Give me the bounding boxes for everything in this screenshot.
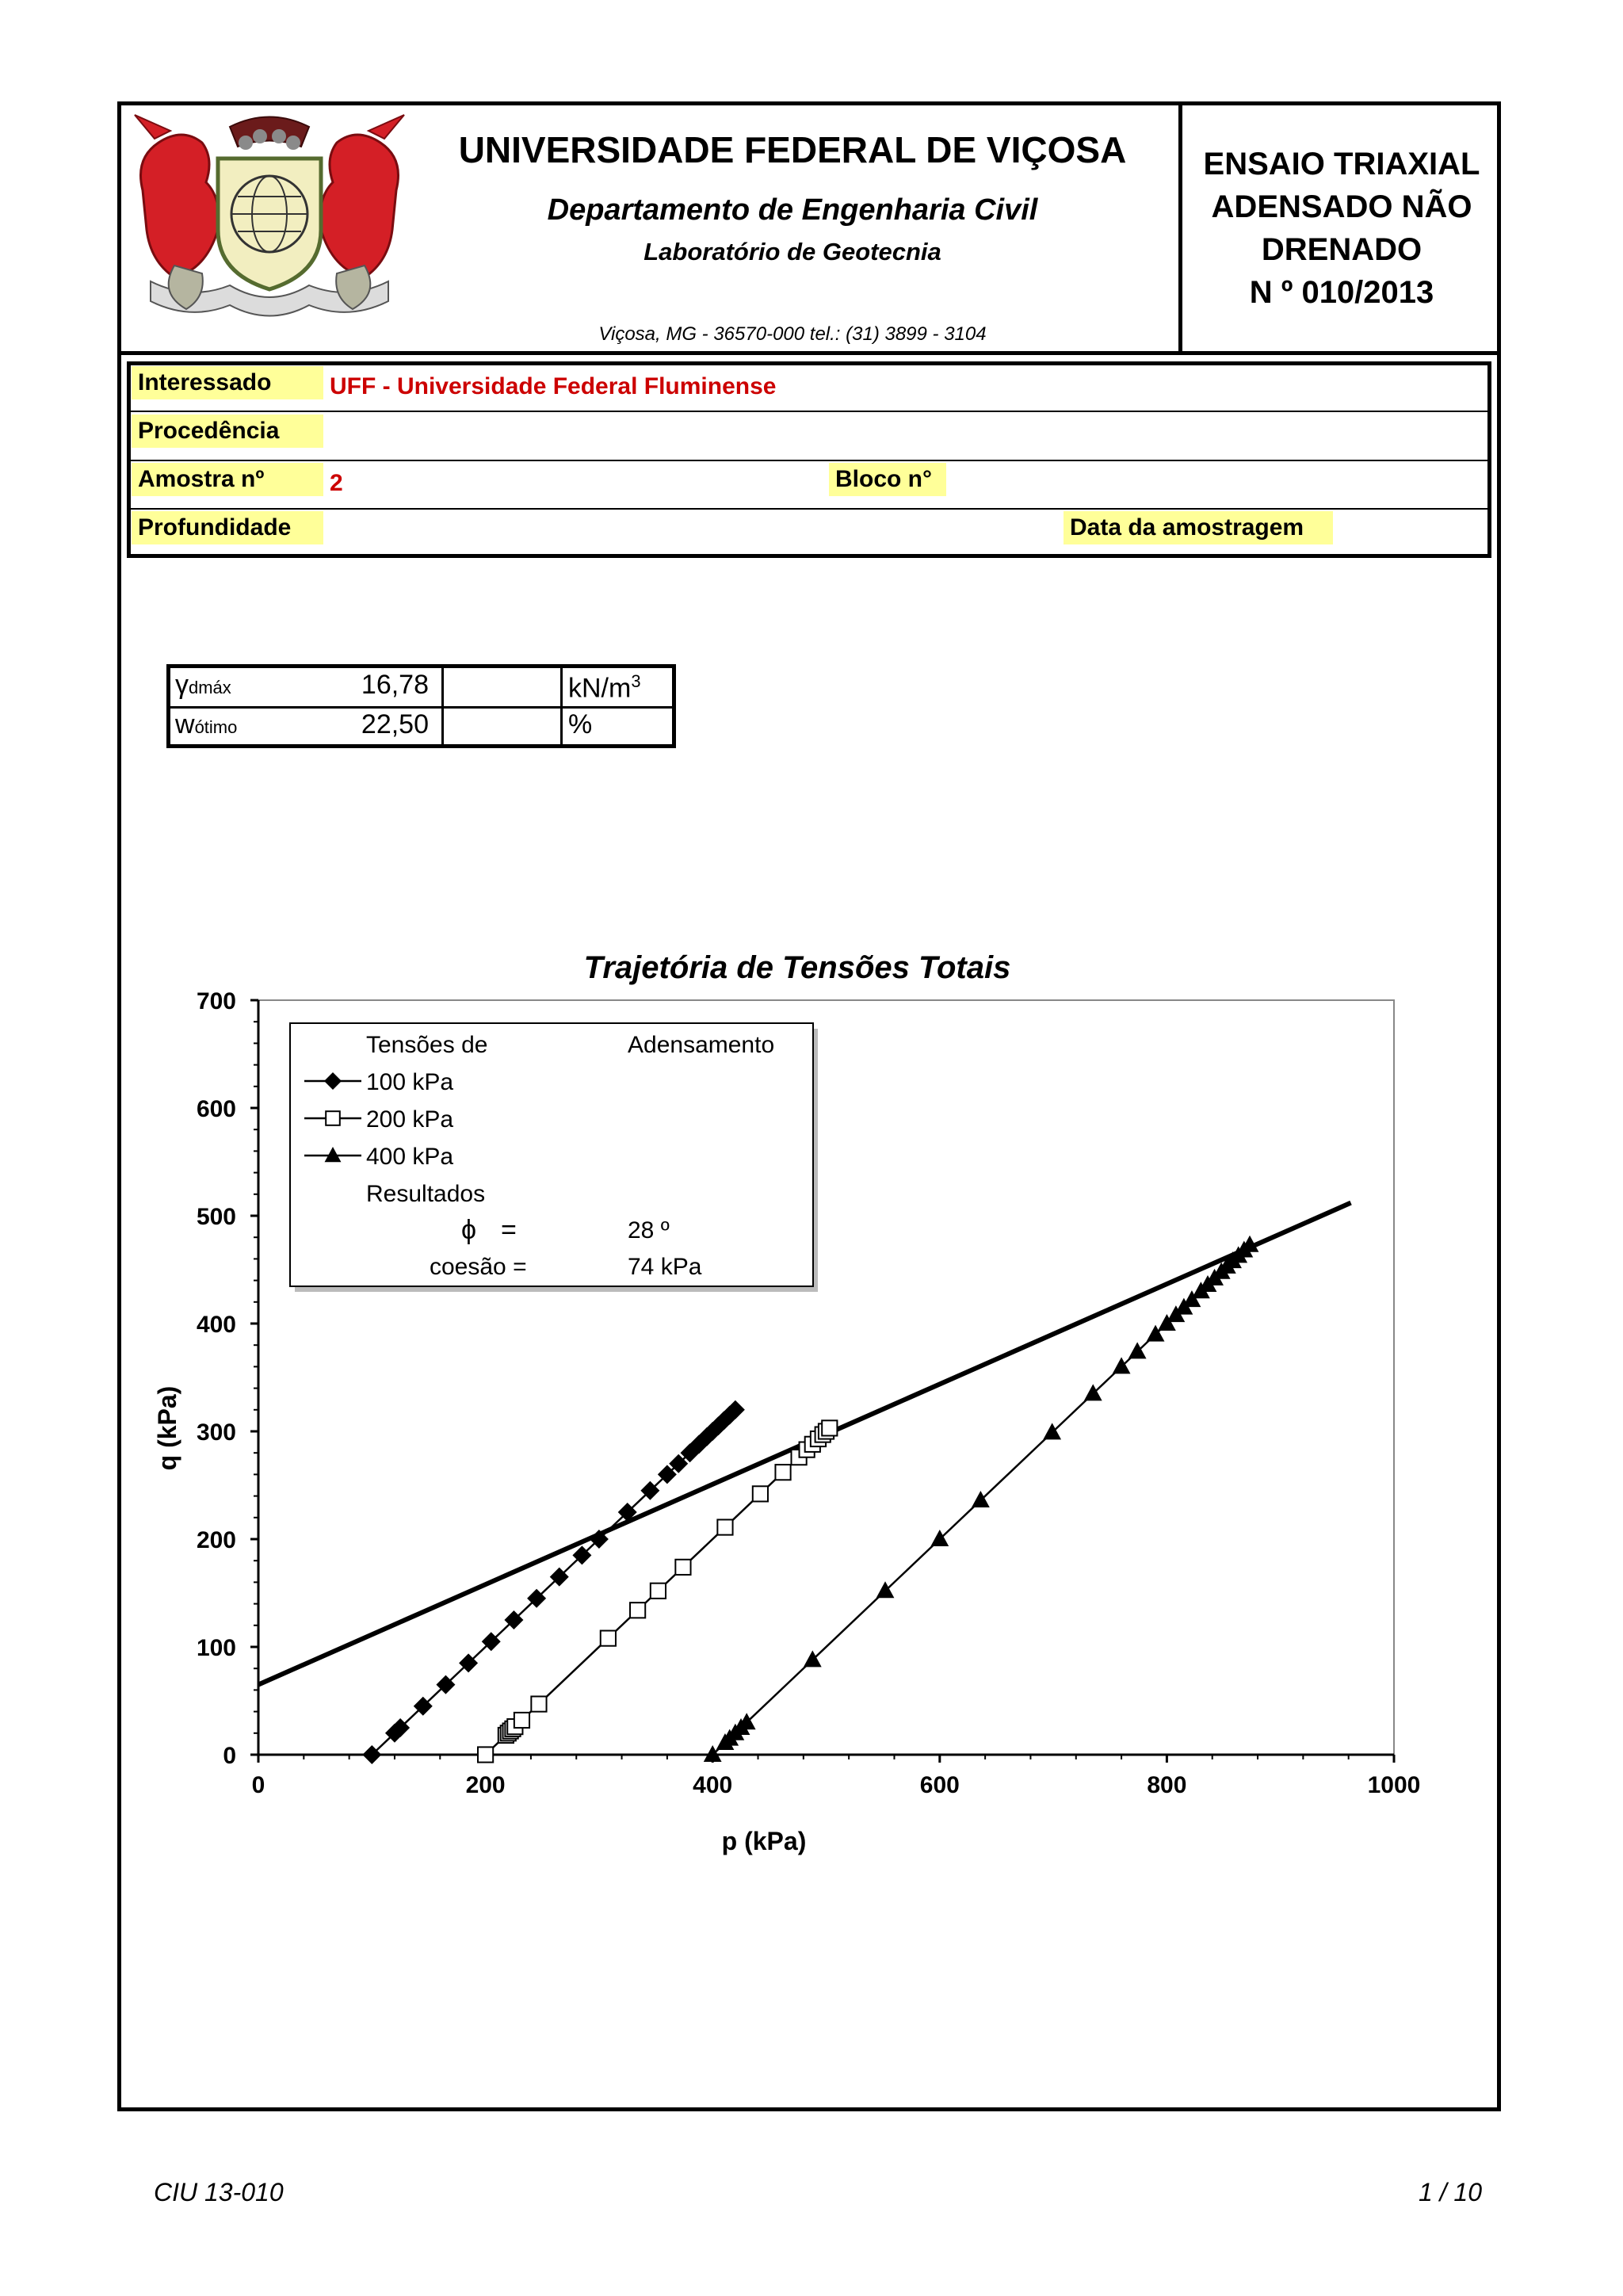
phi-value: 28 º <box>628 1217 670 1244</box>
x-tick-label: 600 <box>919 1772 960 1798</box>
phi-symbol: ϕ <box>461 1215 477 1245</box>
y-tick-label: 200 <box>196 1527 236 1553</box>
department-name: Departamento de Engenharia Civil <box>547 193 1038 227</box>
series-400-kpa <box>704 1236 1259 1762</box>
series-100-kpa <box>362 1400 745 1764</box>
footer-page: 1 / 10 <box>1418 2178 1482 2206</box>
bloco-label: Bloco n° <box>829 463 946 496</box>
data-point <box>478 1747 493 1762</box>
x-tick-label: 800 <box>1147 1772 1187 1798</box>
data-point <box>675 1560 690 1575</box>
data-point <box>531 1696 546 1711</box>
gamma-subscript: dmáx <box>189 678 231 697</box>
lab-name: Laboratório de Geotecnia <box>643 238 941 266</box>
x-tick-label: 400 <box>693 1772 733 1798</box>
gamma-unit-sup: 3 <box>631 671 641 691</box>
phi-equals: = <box>501 1215 517 1245</box>
interessado-label: Interessado <box>132 366 323 399</box>
x-tick-label: 0 <box>251 1772 265 1798</box>
test-title-line-2: ADENSADO NÃO <box>1211 189 1472 224</box>
data-point <box>822 1420 837 1435</box>
test-title-line-3: DRENADO <box>1261 232 1423 267</box>
profundidade-label: Profundidade <box>132 511 323 544</box>
procedencia-label: Procedência <box>132 415 323 448</box>
w-subscript: ótimo <box>194 717 238 737</box>
gamma-unit: kN/m <box>568 673 632 704</box>
legend-heading-left: Tensões de <box>366 1032 488 1058</box>
coesao-value: 74 kPa <box>628 1254 702 1280</box>
test-title-line-1: ENSAIO TRIAXIAL <box>1203 147 1480 181</box>
data-point <box>514 1713 529 1728</box>
y-tick-label: 700 <box>196 988 236 1014</box>
data-point <box>717 1519 732 1534</box>
w-otimo-unit: % <box>568 709 593 739</box>
data-point <box>601 1631 616 1646</box>
amostra-label: Amostra nº <box>132 463 323 496</box>
gamma-symbol: γ <box>175 670 189 700</box>
data-point <box>630 1603 645 1618</box>
footer-code: CIU 13-010 <box>154 2178 284 2206</box>
legend-entry-label: 200 kPa <box>366 1106 454 1133</box>
legend-heading-right: Adensamento <box>628 1032 775 1058</box>
legend-entry-label: 400 kPa <box>366 1144 454 1170</box>
legend-results-label: Resultados <box>366 1181 486 1207</box>
legend-entry-label: 100 kPa <box>366 1069 454 1095</box>
y-tick-label: 600 <box>196 1096 236 1122</box>
y-axis-label: q (kPa) <box>153 1385 181 1471</box>
test-number: N º 010/2013 <box>1249 275 1434 310</box>
data-point <box>775 1465 790 1480</box>
x-axis-label: p (kPa) <box>721 1827 807 1855</box>
data-point <box>753 1486 768 1501</box>
interessado-value: UFF - Universidade Federal Fluminense <box>330 373 777 399</box>
w-otimo-value: 22,50 <box>361 709 429 739</box>
chart-title: Trajetória de Tensões Totais <box>583 950 1011 985</box>
y-tick-label: 400 <box>196 1312 236 1338</box>
data-point <box>651 1584 666 1599</box>
data-amostragem-label: Data da amostragem <box>1064 511 1333 544</box>
y-tick-label: 500 <box>196 1204 236 1230</box>
y-tick-label: 100 <box>196 1635 236 1661</box>
address: Viçosa, MG - 36570-000 tel.: (31) 3899 - 3104 <box>598 323 987 345</box>
legend-marker <box>326 1111 340 1125</box>
chart-legend <box>290 1023 818 1292</box>
coesao-label: coesão = <box>430 1254 527 1280</box>
x-tick-label: 200 <box>465 1772 506 1798</box>
series-200-kpa <box>478 1420 837 1762</box>
amostra-value: 2 <box>330 470 343 496</box>
y-tick-label: 0 <box>223 1743 236 1769</box>
x-tick-label: 1000 <box>1367 1772 1421 1798</box>
gamma-dmax-value: 16,78 <box>361 670 429 700</box>
series-layer <box>362 1236 1258 1764</box>
university-name: UNIVERSIDADE FEDERAL DE VIÇOSA <box>458 129 1127 170</box>
w-symbol: w <box>175 709 195 739</box>
y-tick-label: 300 <box>196 1419 236 1446</box>
